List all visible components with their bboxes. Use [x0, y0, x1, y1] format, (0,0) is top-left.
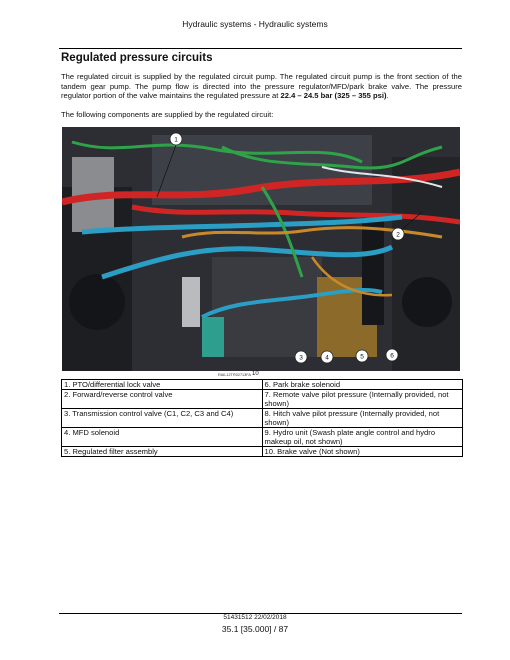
figure-caption: RAIL12TR02713FA — [218, 373, 251, 377]
legend-cell: 10. Brake valve (Not shown) — [262, 447, 463, 457]
intro-text-b: . — [386, 91, 389, 101]
table-row — [62, 409, 463, 428]
callout-6: 6 — [390, 352, 394, 360]
footer-page-number: 35.1 [35.000] / 87 — [221, 624, 289, 634]
legend-cell: 4. MFD solenoid — [62, 428, 263, 447]
intro-text-a: The regulated circuit is supplied by the regulated circuit pump. The regulated circuit pump is the front section of the tandem gear pump. The pump flow is directed into the pressure regulator/MFD/park brake valve. The pressure regulator portion of the valve maintains the regulated pressure at — [61, 72, 462, 101]
intro-paragraph — [61, 72, 462, 101]
legend-cell: 6. Park brake solenoid — [262, 380, 463, 390]
table-row — [62, 390, 463, 409]
table-row — [62, 428, 463, 447]
callout-5: 5 — [360, 353, 364, 361]
pressure-value: 22.4 – 24.5 bar (325 – 355 psi) — [280, 91, 387, 101]
legend-cell: 9. Hydro unit (Swash plate angle control and hydro makeup oil, not shown) — [262, 428, 463, 447]
footer-doc-id: 51431512 22/02/2018 — [223, 614, 287, 621]
callout-4: 4 — [325, 354, 329, 362]
table-row — [62, 447, 463, 457]
table-row — [62, 380, 463, 390]
legend-cell: 1. PTO/differential lock valve — [62, 380, 263, 390]
callout-1: 1 — [174, 136, 178, 144]
hydraulic-illustration — [62, 127, 460, 371]
callout-3: 3 — [299, 354, 303, 362]
legend-cell: 7. Remote valve pilot pressure (Internally provided, not shown) — [262, 390, 463, 409]
components-intro: The following components are supplied by the regulated circuit: — [61, 110, 274, 119]
section-title: Regulated pressure circuits — [61, 52, 213, 64]
legend-cell: 8. Hitch valve pilot pressure (Internally provided, not shown) — [262, 409, 463, 428]
callout-2: 2 — [396, 231, 400, 239]
legend-cell: 2. Forward/reverse control valve — [62, 390, 263, 409]
hydraulic-photo — [62, 127, 460, 371]
legend-cell: 3. Transmission control valve (C1, C2, C3 and C4) — [62, 409, 263, 428]
legend-cell: 5. Regulated filter assembly — [62, 447, 263, 457]
figure-number: 10 — [252, 371, 259, 377]
header-rule — [59, 48, 462, 49]
page-header: Hydraulic systems - Hydraulic systems — [182, 19, 328, 29]
component-legend-table — [61, 379, 463, 457]
